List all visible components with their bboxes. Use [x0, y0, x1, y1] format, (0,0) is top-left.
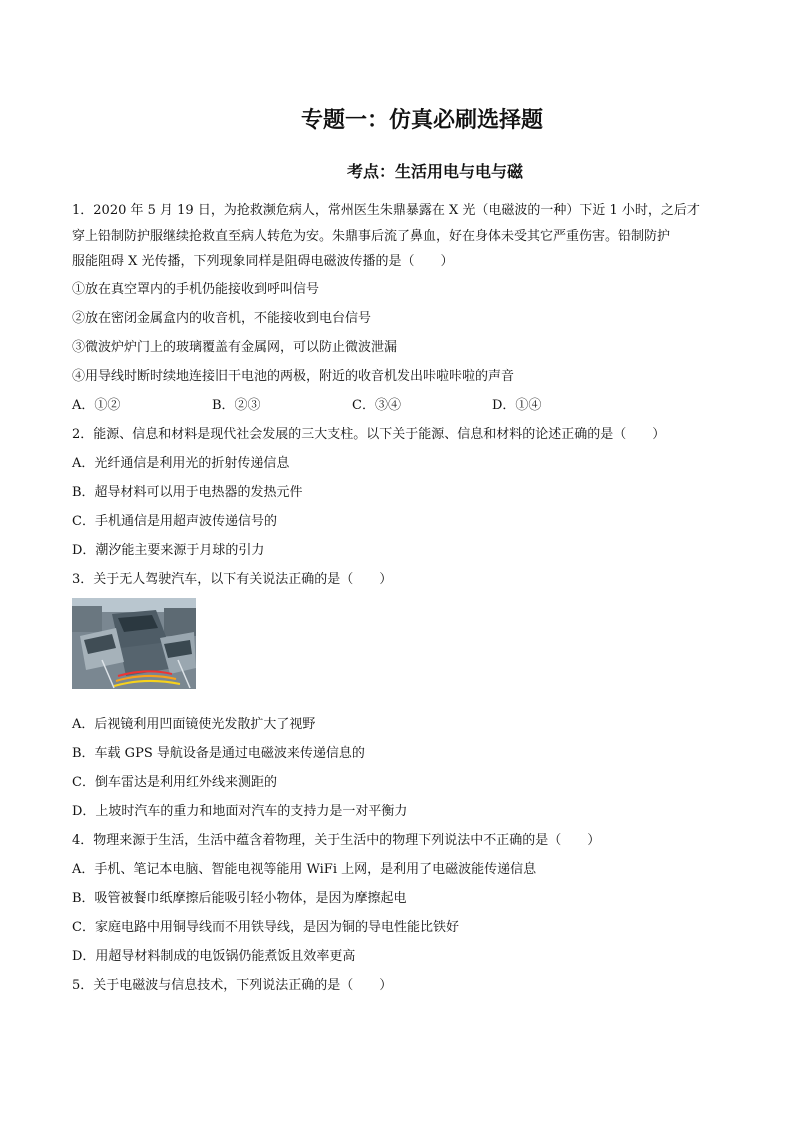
question-2-option-d: D．潮汐能主要来源于月球的引力: [72, 542, 265, 558]
question-1-item-2: ②放在密闭金属盒内的收音机，不能接收到电台信号: [72, 310, 372, 326]
question-1-options: [72, 391, 730, 420]
question-3-stem: 3．关于无人驾驶汽车，以下有关说法正确的是（ ）: [72, 571, 393, 587]
question-4-option-a: A．手机、笔记本电脑、智能电视等能用 WiFi 上网，是利用了电磁波能传递信息: [72, 861, 537, 877]
parking-car-photo: [72, 598, 196, 689]
question-2-stem: 2．能源、信息和材料是现代社会发展的三大支柱。以下关于能源、信息和材料的论述正确的是（ ）: [72, 426, 666, 442]
question-2-option-b: B．超导材料可以用于电热器的发热元件: [72, 484, 303, 500]
question-3-option-d: D．上坡时汽车的重力和地面对汽车的支持力是一对平衡力: [72, 803, 408, 819]
question-3-option-b: B．车载 GPS 导航设备是通过电磁波来传递信息的: [72, 745, 365, 761]
question-1-stem: [72, 198, 730, 275]
question-2-option-a: A．光纤通信是利用光的折射传递信息: [72, 455, 290, 471]
question-4-option-c: C．家庭电路中用铜导线而不用铁导线，是因为铜的导电性能比铁好: [72, 919, 459, 935]
question-1-item-3: ③微波炉炉门上的玻璃覆盖有金属网，可以防止微波泄漏: [72, 339, 398, 355]
question-1-item-4: ④用导线时断时续地连接旧干电池的两极，附近的收音机发出咔啦咔啦的声音: [72, 368, 515, 384]
question-3-option-c: C．倒车雷达是利用红外线来测距的: [72, 774, 277, 790]
question-4-option-b: B．吸管被餐巾纸摩擦后能吸引轻小物体，是因为摩擦起电: [72, 890, 407, 906]
page-subtitle: 考点：生活用电与电与磁: [346, 162, 523, 181]
question-1-line-2: 穿上铅制防护服继续抢救直至病人转危为安。朱鼎事后流了鼻血，好在身体未受其它严重伤害。铅制防护: [72, 228, 671, 244]
question-1-option-a: A．①②: [72, 397, 121, 413]
question-4-option-d: D．用超导材料制成的电饭锅仍能煮饭且效率更高: [72, 948, 356, 964]
question-1-option-b: B．②③: [212, 397, 261, 413]
question-1-line-1: 1．2020 年 5 月 19 日，为抢救濒危病人，常州医生朱鼎暴露在 X 光（电磁波的一种）下近 1 小时，之后才: [72, 203, 700, 218]
question-1-option-c: C．③④: [352, 397, 401, 413]
question-1-option-d: D．①④: [492, 397, 542, 413]
question-1-line-3: 服能阻碍 X 光传播，下列现象同样是阻碍电磁波传播的是（ ）: [72, 254, 454, 269]
page-title: 专题一：仿真必刷选择题: [300, 108, 543, 133]
question-list: [72, 198, 730, 1000]
question-5-stem: 5．关于电磁波与信息技术，下列说法正确的是（ ）: [72, 977, 393, 993]
question-4-stem: 4．物理来源于生活，生活中蕴含着物理，关于生活中的物理下列说法中不正确的是（ ）: [72, 832, 601, 848]
question-1-item-1: ①放在真空罩内的手机仍能接收到呼叫信号: [72, 281, 320, 297]
question-2-option-c: C．手机通信是用超声波传递信号的: [72, 513, 277, 529]
question-3-option-a: A．后视镜利用凹面镜使光发散扩大了视野: [72, 716, 316, 732]
